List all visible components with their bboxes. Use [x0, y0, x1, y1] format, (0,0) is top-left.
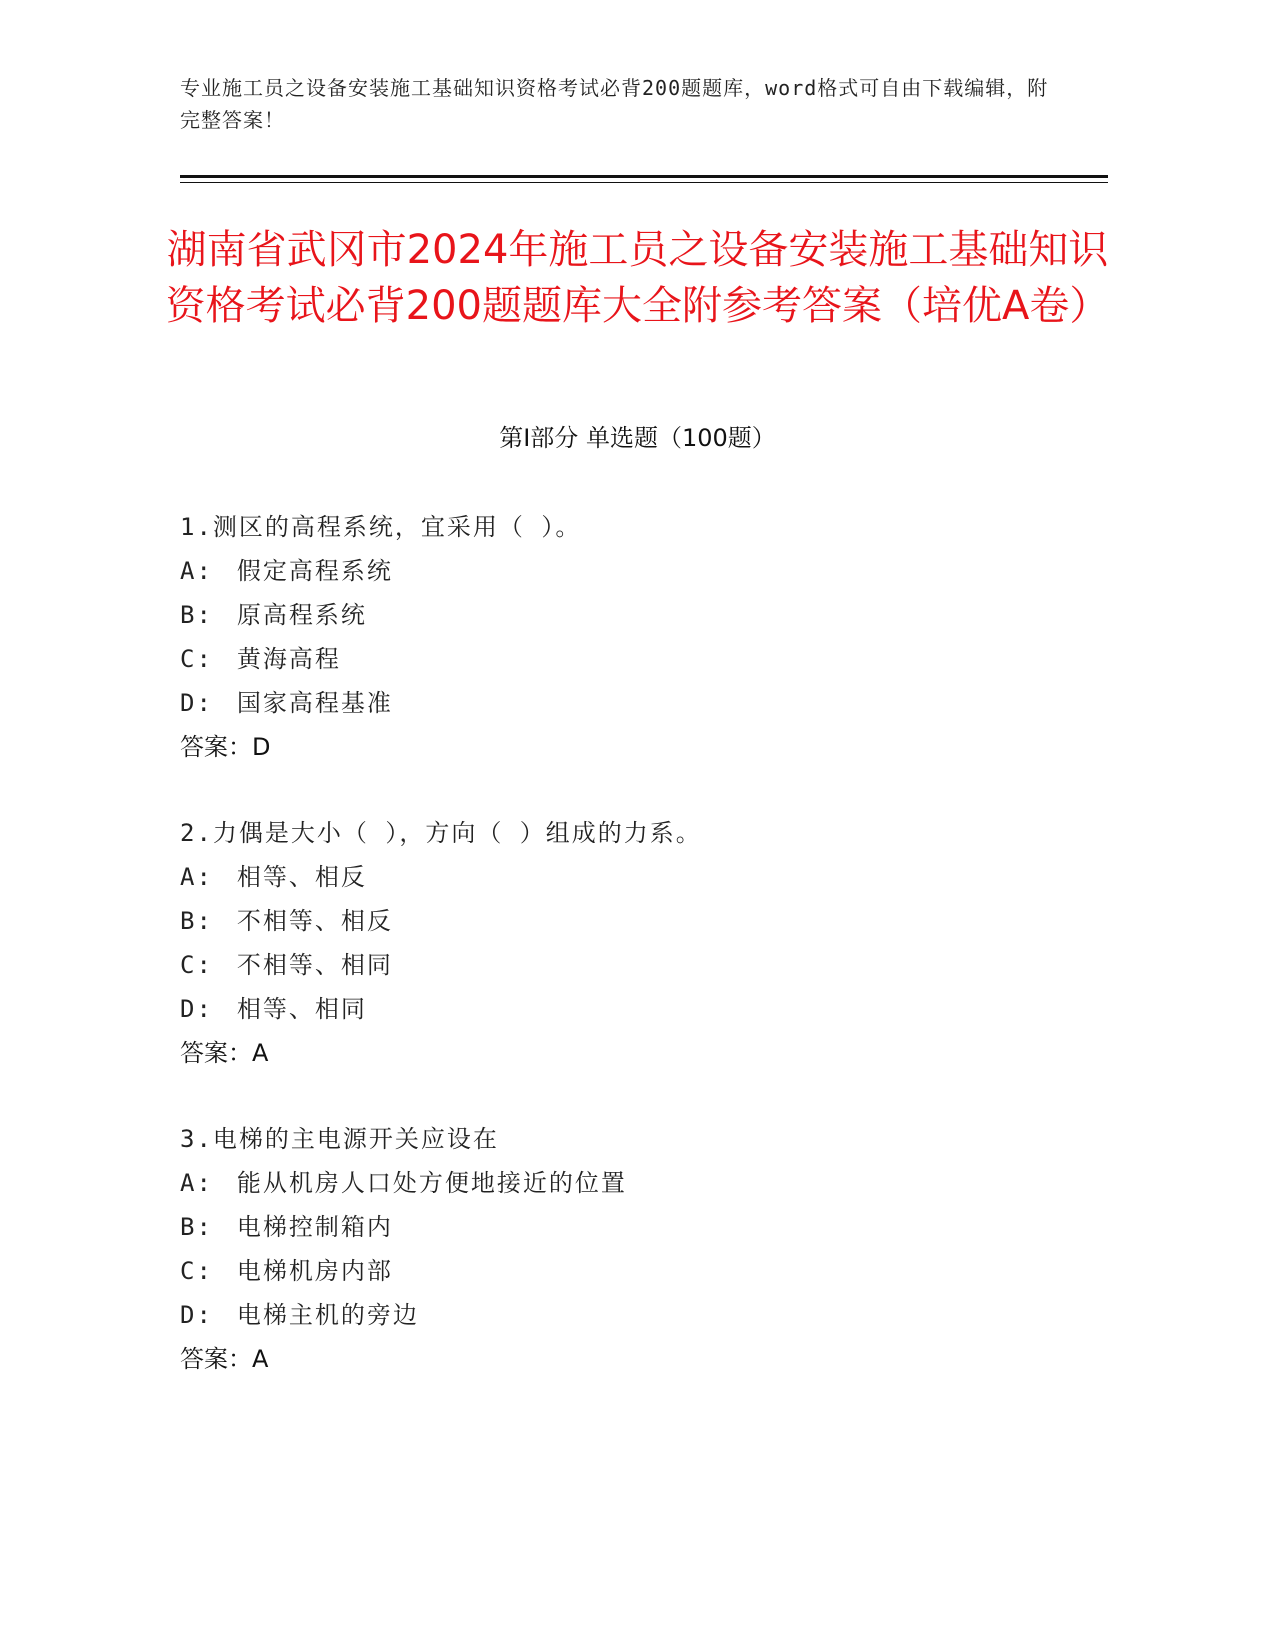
option-letter: D:: [180, 689, 213, 717]
option-text: 国家高程基准: [236, 689, 393, 717]
option-letter: C:: [180, 1257, 213, 1285]
answer-line: [180, 725, 1080, 769]
option-text: 电梯控制箱内: [236, 1213, 393, 1241]
option-a[interactable]: [180, 1161, 1080, 1205]
option-d[interactable]: [180, 681, 1080, 725]
header-rule-thick: [180, 175, 1108, 178]
option-letter: B:: [180, 1213, 213, 1241]
option-a[interactable]: [180, 549, 1080, 593]
option-text: 假定高程系统: [236, 557, 393, 585]
option-text: 黄海高程: [236, 645, 341, 673]
option-c[interactable]: [180, 943, 1080, 987]
answer-value: A: [252, 1039, 269, 1067]
header-rule-thin: [180, 182, 1108, 183]
option-letter: A:: [180, 863, 213, 891]
option-text: 能从机房人口处方便地接近的位置: [236, 1169, 627, 1197]
section-heading: 第I部分 单选题（100题）: [499, 424, 776, 452]
question-2: [180, 811, 1080, 1075]
option-letter: D:: [180, 995, 213, 1023]
question-3: [180, 1117, 1080, 1381]
option-text: 电梯机房内部: [236, 1257, 393, 1285]
option-letter: A:: [180, 557, 213, 585]
question-list: [180, 505, 1080, 1423]
header-note: 专业施工员之设备安装施工基础知识资格考试必背200题题库，word格式可自由下载编辑，附完整答案！: [180, 76, 1049, 132]
answer-value: A: [252, 1345, 269, 1373]
answer-label: 答案：: [180, 733, 252, 761]
option-c[interactable]: [180, 637, 1080, 681]
option-text: 相等、相同: [236, 995, 367, 1023]
option-a[interactable]: [180, 855, 1080, 899]
option-b[interactable]: [180, 899, 1080, 943]
option-text: 相等、相反: [236, 863, 367, 891]
question-1: [180, 505, 1080, 769]
option-c[interactable]: [180, 1249, 1080, 1293]
option-letter: C:: [180, 645, 213, 673]
question-stem: 3.电梯的主电源开关应设在: [180, 1125, 499, 1153]
option-d[interactable]: [180, 1293, 1080, 1337]
option-b[interactable]: [180, 1205, 1080, 1249]
answer-label: 答案：: [180, 1345, 252, 1373]
option-letter: B:: [180, 601, 213, 629]
question-stem: 1.测区的高程系统，宜采用（ ）。: [180, 513, 582, 541]
option-letter: A:: [180, 1169, 213, 1197]
option-text: 电梯主机的旁边: [236, 1301, 419, 1329]
option-letter: C:: [180, 951, 213, 979]
document-title: 湖南省武冈市2024年施工员之设备安装施工基础知识资格考试必背200题题库大全附参考答案（培优A卷）: [165, 227, 1110, 329]
answer-label: 答案：: [180, 1039, 252, 1067]
option-b[interactable]: [180, 593, 1080, 637]
option-letter: D:: [180, 1301, 213, 1329]
option-text: 不相等、相反: [236, 907, 393, 935]
question-stem: 2.力偶是大小（ ），方向（ ）组成的力系。: [180, 819, 702, 847]
option-text: 原高程系统: [236, 601, 367, 629]
option-letter: B:: [180, 907, 213, 935]
answer-line: [180, 1031, 1080, 1075]
option-text: 不相等、相同: [236, 951, 393, 979]
answer-line: [180, 1337, 1080, 1381]
option-d[interactable]: [180, 987, 1080, 1031]
answer-value: D: [252, 733, 271, 761]
